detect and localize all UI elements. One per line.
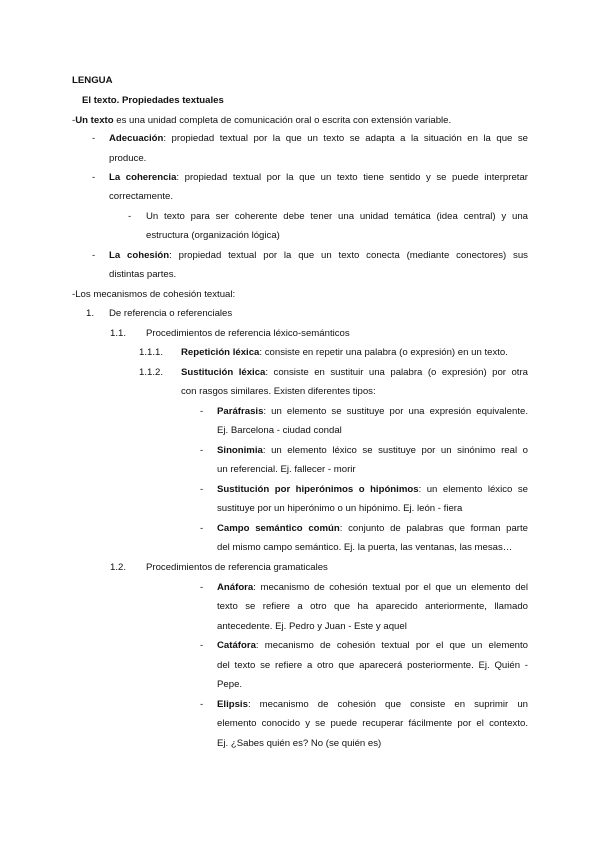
bullet-dash: -: [92, 250, 96, 261]
type-sinonimia-term: Sinonimia: [217, 445, 263, 456]
coherencia-sub-line2: estructura (organización lógica): [146, 230, 280, 241]
item11-label: Procedimientos de referencia léxico-semánticos: [146, 328, 350, 339]
cohesion-term: La cohesión: [109, 250, 170, 261]
item112-number: 1.1.2.: [139, 367, 164, 378]
elipsis-term: Elipsis: [217, 699, 248, 710]
adecuacion-line2: produce.: [109, 153, 147, 164]
elipsis-line1: Elipsis: mecanismo de cohesión que consiste en suprimir un: [217, 699, 528, 710]
intro-term: Un texto: [75, 115, 114, 126]
coherencia-line1: La coherencia: propiedad textual por la que un texto tiene sentido y se puede interpretar: [109, 172, 528, 183]
bullet-dash: -: [200, 406, 204, 417]
type-parafrasis-term: Paráfrasis: [217, 406, 264, 417]
mechanisms-intro: -Los mecanismos de cohesión textual:: [72, 289, 236, 300]
bullet-dash: -: [200, 484, 204, 495]
anafora-line2: texto se refiere a otro que ha aparecido anteriormente, llamado: [217, 601, 528, 612]
item112-term: Sustitución léxica: [181, 367, 266, 378]
intro-text: es una unidad completa de comunicación oral o escrita con extensión variable.: [113, 115, 452, 126]
item112-line1: Sustitución léxica: consiste en sustituir una palabra (o expresión) por otra: [181, 367, 528, 378]
anafora-term: Anáfora: [217, 582, 254, 593]
catafora-line3: Pepe.: [217, 679, 243, 690]
item1-label: De referencia o referenciales: [109, 308, 233, 319]
adecuacion-term: Adecuación: [109, 133, 164, 144]
bullet-dash: -: [200, 582, 204, 593]
section-title: El texto. Propiedades textuales: [82, 95, 224, 106]
type-sinonimia-line1: Sinonimia: un elemento léxico se sustituye por un sinónimo real o: [217, 445, 528, 456]
bullet-dash: -: [200, 445, 204, 456]
type-hiperonimos-term: Sustitución por hiperónimos o hipónimos: [217, 484, 419, 495]
bullet-dash: -: [200, 699, 204, 710]
cohesion-line2: distintas partes.: [109, 269, 177, 280]
item1-number: 1.: [86, 308, 95, 319]
item12-label: Procedimientos de referencia gramaticales: [146, 562, 328, 573]
item111-number: 1.1.1.: [139, 347, 164, 358]
catafora-line1: Catáfora: mecanismo de cohesión textual por el que un elemento: [217, 640, 528, 651]
intro-bullet: -: [72, 115, 76, 126]
heading: LENGUA: [72, 75, 113, 86]
coherencia-term: La coherencia: [109, 172, 177, 183]
coherencia-line2: correctamente.: [109, 191, 173, 202]
type-parafrasis-line1: Paráfrasis: un elemento se sustituye por una expresión equivalente.: [217, 406, 528, 417]
item11-number: 1.1.: [110, 328, 127, 339]
intro-paragraph: [72, 115, 451, 127]
elipsis-line3: Ej. ¿Sabes quién es? No (se quién es): [217, 738, 382, 749]
catafora-term: Catáfora: [217, 640, 256, 651]
bullet-dash: -: [92, 172, 96, 183]
bullet-dash: -: [200, 523, 204, 534]
anafora-line3: antecedente. Ej. Pedro y Juan - Este y aquel: [217, 621, 407, 632]
type-campo-term: Campo semántico común: [217, 523, 340, 534]
type-campo-line2: del mismo campo semántico. Ej. la puerta, las ventanas, las mesas…: [217, 542, 513, 553]
item112-line2: con rasgos similares. Existen diferentes tipos:: [181, 386, 376, 397]
type-hiperonimos-line2: sustituye por un hiperónimo o un hipónimo. Ej. león - fiera: [217, 503, 463, 514]
type-hiperonimos-line1: Sustitución por hiperónimos o hipónimos: un elemento léxico se: [217, 484, 528, 495]
type-sinonimia-line2: un referencial. Ej. fallecer - morir: [217, 464, 356, 475]
bullet-dash: -: [200, 640, 204, 651]
item111-text: Repetición léxica: consiste en repetir una palabra (o expresión) en un texto.: [181, 347, 508, 358]
anafora-line1: Anáfora: mecanismo de cohesión textual por el que un elemento del: [217, 582, 528, 593]
cohesion-line1: La cohesión: propiedad textual por la que un texto conecta (mediante conectores) sus: [109, 250, 528, 261]
sub-bullet-dash: -: [128, 211, 132, 222]
catafora-line2: del texto se refiere a otro que aparecerá posteriormente. Ej. Quién -: [217, 660, 528, 671]
coherencia-sub-line1: Un texto para ser coherente debe tener una unidad temática (idea central) y una: [146, 211, 528, 222]
elipsis-line2: elemento conocido y se puede recuperar fácilmente por el contexto.: [217, 718, 528, 729]
type-campo-line1: Campo semántico común: conjunto de palabras que forman parte: [217, 523, 528, 534]
adecuacion-line1: Adecuación: propiedad textual por la que un texto se adapta a la situación en la que se: [109, 133, 528, 144]
bullet-dash: -: [92, 133, 96, 144]
item111-term: Repetición léxica: [181, 347, 260, 358]
item12-number: 1.2.: [110, 562, 127, 573]
type-parafrasis-line2: Ej. Barcelona - ciudad condal: [217, 425, 342, 436]
